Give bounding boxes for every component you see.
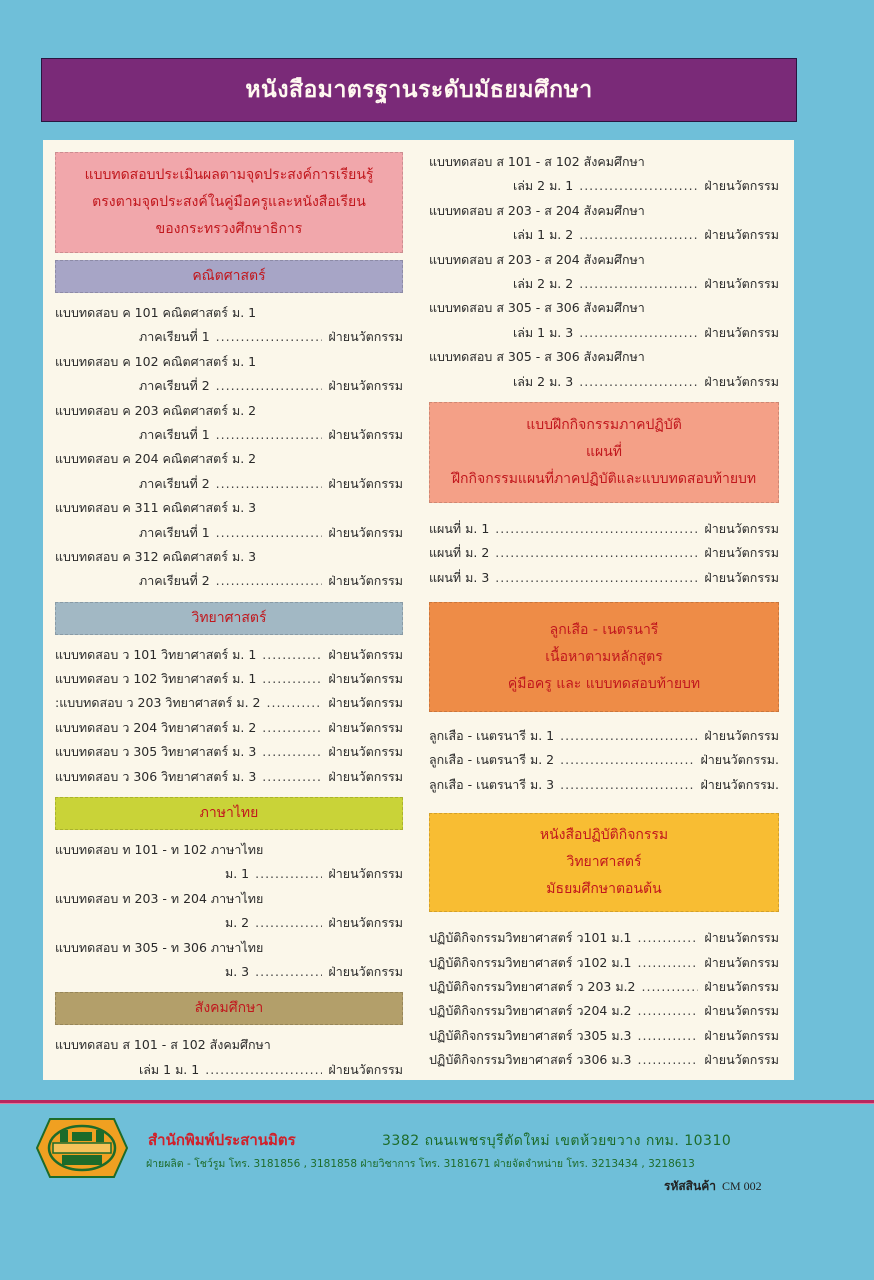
list-item: ลูกเสือ - เนตรนารี ม. 2 ..... ฝ่ายนวัตกรรม.: [429, 748, 779, 772]
section-title: แบบฝึกกิจกรรมภาคปฏิบัติ: [526, 416, 682, 433]
scouts-list: [429, 712, 779, 813]
section-header-thai: [55, 797, 403, 830]
page-title: หนังสือมาตรฐานระดับมัธยมศึกษา: [245, 77, 593, 103]
list-item: ปฏิบัติกิจกรรมวิทยาศาสตร์ ว204 ม.2 ..... ฝ่ายนวัตกรรม: [429, 999, 779, 1023]
list-item: ภาคเรียนที่ 1 ..... ฝ่ายนวัตกรรม: [55, 423, 403, 447]
list-item: แบบทดสอบ ค 311 คณิตศาสตร์ ม. 3: [55, 500, 257, 516]
list-item: ปฏิบัติกิจกรรมวิทยาศาสตร์ ว 203 ม.2 ..... ฝ่ายนวัตกรรม: [429, 975, 779, 999]
list-item: ม. 2 ..... ฝ่ายนวัตกรรม: [55, 911, 403, 935]
list-item: ภาคเรียนที่ 2 ..... ฝ่ายนวัตกรรม: [55, 374, 403, 398]
section-title: วิทยาศาสตร์: [566, 854, 642, 871]
section-header-map: [429, 402, 779, 503]
thai-list: [55, 830, 403, 992]
publisher-address: 3382 ถนนเพชรบุรีตัดใหม่ เขตห้วยขวาง กทม. 10310: [382, 1133, 732, 1149]
science-activity-list: [429, 912, 779, 1080]
list-item: ภาคเรียนที่ 1 ..... ฝ่ายนวัตกรรม: [55, 325, 403, 349]
section-header-science-activity: [429, 813, 779, 912]
catalog-panel: [43, 140, 794, 1080]
list-item: แบบทดสอบ ค 102 คณิตศาสตร์ ม. 1: [55, 353, 257, 369]
product-code-value: CM 002: [721, 1179, 762, 1193]
list-item: แผนที่ ม. 1 ..... ฝ่ายนวัตกรรม: [429, 517, 779, 541]
list-item: แบบทดสอบ ว 101 วิทยาศาสตร์ ม. 1 ..... ฝ่ายนวัตกรรม: [55, 643, 403, 667]
list-item: แบบทดสอบ ว 305 วิทยาศาสตร์ ม. 3 ..... ฝ่ายนวัตกรรม: [55, 740, 403, 764]
list-item: แบบทดสอบ ว 102 วิทยาศาสตร์ ม. 1 ..... ฝ่ายนวัตกรรม: [55, 667, 403, 691]
social-continued-list: [429, 140, 779, 402]
list-item: แบบทดสอบ ส 305 - ส 306 สังคมศึกษา: [429, 349, 645, 365]
intro-header: [55, 152, 403, 253]
section-title: แผนที่: [585, 443, 623, 460]
publisher-name: สำนักพิมพ์ประสานมิตร: [148, 1131, 296, 1149]
publisher-logo-icon: [36, 1117, 128, 1179]
list-item: ภาคเรียนที่ 2 ..... ฝ่ายนวัตกรรม: [55, 569, 403, 593]
list-item: ภาคเรียนที่ 1 ..... ฝ่ายนวัตกรรม: [55, 521, 403, 545]
list-item: เล่ม 1 ม. 1 ..... ฝ่ายนวัตกรรม: [55, 1058, 403, 1082]
list-item: แบบทดสอบ ส 101 - ส 102 สังคมศึกษา: [429, 154, 645, 169]
list-item: แบบทดสอบ ส 305 - ส 306 สังคมศึกษา: [429, 300, 645, 316]
section-header-math: [55, 260, 403, 293]
section-title: หนังสือปฏิบัติกิจกรรม: [539, 827, 669, 844]
list-item: เล่ม 1 ม. 2 ..... ฝ่ายนวัตกรรม: [429, 223, 779, 247]
list-item: เล่ม 1 ม. 3 ..... ฝ่ายนวัตกรรม: [429, 321, 779, 345]
section-title: สังคมศึกษา: [194, 1000, 264, 1017]
list-item: แบบทดสอบ ส 101 - ส 102 สังคมศึกษา: [55, 1037, 271, 1053]
list-item: แบบทดสอบ ท 101 - ท 102 ภาษาไทย: [55, 842, 264, 858]
list-item: แบบทดสอบ ค 312 คณิตศาสตร์ ม. 3: [55, 548, 257, 564]
intro-line: แบบทดสอบประเมินผลตามจุดประสงค์การเรียนรู้: [84, 167, 374, 183]
list-item: แบบทดสอบ ว 204 วิทยาศาสตร์ ม. 2 ..... ฝ่ายนวัตกรรม: [55, 716, 403, 740]
math-list: [55, 293, 403, 602]
list-item: ม. 3 ..... ฝ่ายนวัตกรรม: [55, 960, 403, 984]
map-list: [429, 503, 779, 602]
product-code: [664, 1177, 762, 1196]
list-item: แบบทดสอบ ส 203 - ส 204 สังคมศึกษา: [429, 251, 645, 267]
list-item: แบบทดสอบ ค 204 คณิตศาสตร์ ม. 2: [55, 451, 257, 467]
section-title: คณิตศาสตร์: [192, 268, 266, 284]
list-item: ลูกเสือ - เนตรนารี ม. 3 ..... ฝ่ายนวัตกรรม.: [429, 773, 779, 797]
section-title: มัธยมศึกษาตอนต้น: [546, 881, 662, 898]
list-item: เล่ม 2 ม. 2 ..... ฝ่ายนวัตกรรม: [429, 272, 779, 296]
right-column: [429, 140, 779, 1081]
list-item: แบบทดสอบ ค 203 คณิตศาสตร์ ม. 2: [55, 402, 257, 418]
list-item: แบบทดสอบ ค 101 คณิตศาสตร์ ม. 1: [55, 305, 257, 320]
list-item: ปฏิบัติกิจกรรมวิทยาศาสตร์ ว101 ม.1 ..... ฝ่ายนวัตกรรม: [429, 926, 779, 950]
intro-line: ตรงตามจุดประสงค์ในคู่มือครูและหนังสือเรียน: [92, 194, 366, 210]
science-list: [55, 635, 403, 797]
list-item: แบบทดสอบ ส 203 - ส 204 สังคมศึกษา: [429, 202, 645, 218]
page-title-bar: [41, 58, 797, 122]
section-title: เนื้อหาตามหลักสูตร: [545, 648, 663, 665]
intro-line: ของกระทรวงศึกษาธิการ: [155, 221, 303, 237]
publisher-phones: ฝ่ายผลิต - โชว์รูม โทร. 3181856 , 3181858 ฝ่ายวิชาการ โทร. 3181671 ฝ่ายจัดจำหน่าย โทร. 3213434 , 3218613: [146, 1158, 695, 1170]
section-title: คู่มือครู และ แบบทดสอบท้ายบท: [507, 675, 701, 692]
product-code-label: รหัสสินค้า: [664, 1179, 716, 1193]
section-title: ภาษาไทย: [199, 805, 259, 822]
social-list: [55, 1025, 403, 1090]
list-item: แบบทดสอบ ว 306 วิทยาศาสตร์ ม. 3 ..... ฝ่ายนวัตกรรม: [55, 765, 403, 789]
section-header-science: [55, 602, 403, 635]
section-header-social: [55, 992, 403, 1025]
section-title: ฝึกกิจกรรมแผนที่ภาคปฏิบัติและแบบทดสอบท้ายบท: [451, 470, 757, 487]
section-title: ลูกเสือ - เนตรนารี: [549, 621, 659, 638]
list-item: เล่ม 2 ม. 3 ..... ฝ่ายนวัตกรรม: [429, 370, 779, 394]
list-item: ม. 1 ..... ฝ่ายนวัตกรรม: [55, 862, 403, 886]
list-item: ปฏิบัติกิจกรรมวิทยาศาสตร์ ว305 ม.3 ..... ฝ่ายนวัตกรรม: [429, 1024, 779, 1048]
list-item: ปฏิบัติกิจกรรมวิทยาศาสตร์ ว306 ม.3 ..... ฝ่ายนวัตกรรม: [429, 1048, 779, 1072]
section-title: วิทยาศาสตร์: [191, 609, 267, 626]
list-item: แบบทดสอบ ท 305 - ท 306 ภาษาไทย: [55, 939, 264, 955]
section-header-scouts: [429, 602, 779, 712]
list-item: แผนที่ ม. 3 ..... ฝ่ายนวัตกรรม: [429, 566, 779, 590]
list-item: ภาคเรียนที่ 2 ..... ฝ่ายนวัตกรรม: [55, 472, 403, 496]
list-item: ลูกเสือ - เนตรนารี ม. 1 ..... ฝ่ายนวัตกรรม: [429, 724, 779, 748]
list-item: แผนที่ ม. 2 ..... ฝ่ายนวัตกรรม: [429, 541, 779, 565]
list-item: ปฏิบัติกิจกรรมวิทยาศาสตร์ ว102 ม.1 ..... ฝ่ายนวัตกรรม: [429, 951, 779, 975]
footer-divider: [0, 1100, 874, 1104]
list-item: :แบบทดสอบ ว 203 วิทยาศาสตร์ ม. 2 ..... ฝ่ายนวัตกรรม: [55, 691, 403, 715]
left-column: [55, 140, 403, 1090]
list-item: เล่ม 2 ม. 1 ..... ฝ่ายนวัตกรรม: [429, 174, 779, 198]
list-item: แบบทดสอบ ท 203 - ท 204 ภาษาไทย: [55, 890, 264, 906]
